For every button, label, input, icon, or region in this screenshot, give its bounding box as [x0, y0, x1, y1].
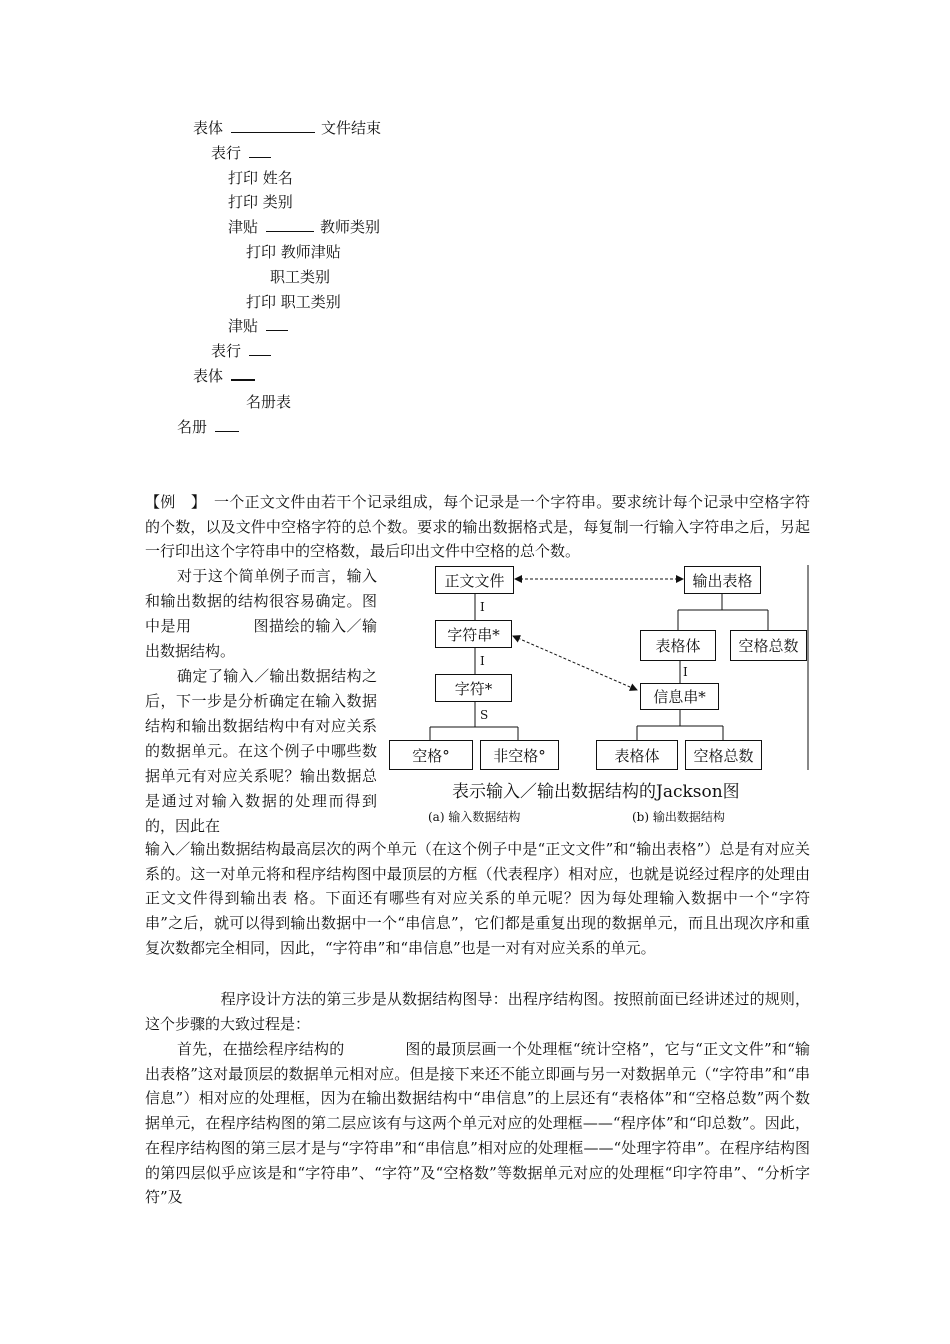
relation-I-out: I [683, 665, 688, 679]
code-condition: 文件结束 [321, 119, 382, 137]
example-intro: 【例 】 一个正文文件由若干个记录组成，每个记录是一个字符串。要求统计每个记录中空格字符的个数，以及文件中空格字符的总个数。要求的输出数据格式是，每复制一行输入字符串之后，另起一行印出这个字符串中的空格数，最后印出文件中空格的总个数。 [145, 493, 810, 561]
code-statement: 打印 类别 [228, 193, 293, 211]
code-keyword: 表行 [211, 342, 242, 360]
code-statement: 打印 教师津贴 [246, 243, 341, 261]
code-statement: 打印 职工类别 [246, 293, 341, 311]
left-column-paragraph-1: 对于这个简单例子而言，输入和输出数据的结构很容易确定。图中是用 图描绘的输入／输出数据结构。 [145, 567, 377, 660]
figure-caption: 表示输入／输出数据结构的Jackson图 [452, 782, 740, 802]
code-keyword: 表体 [193, 119, 224, 137]
box-table-body: 表格体 [640, 630, 716, 661]
code-keyword: 名册 [177, 418, 208, 436]
relation-I-1: I [480, 600, 485, 614]
continuation-paragraph: 输入／输出数据结构最高层次的两个单元（在这个例子中是“正文文件”和“输出表格”）总是有对应关系的。这一对单元将和程序结构图中最顶层的方框（代表程序）相对应，也就是说经过程序的处理由正文文件得到输出表 格。下面还有哪些有对应关系的单元呢？因为每处理输入数据中一个“字符串”之后，就可以得到输出数据中一个“串信息”，它们都是重复出现的数据单元，而且出现次序和重复次数都完全相同，因此，“字符串”和“串信息”也是一对有对应关系的单元。 [145, 840, 810, 957]
box-info-string: 信息串* [640, 683, 719, 710]
code-keyword: 表体 [193, 367, 224, 385]
box-nonspace: 非空格° [480, 740, 559, 770]
box-space-count: 空格总数 [685, 740, 762, 770]
figure-subcaption-a: (a) 输入数据结构 [428, 810, 521, 824]
code-statement: 打印 姓名 [228, 169, 293, 187]
box-output-table: 输出表格 [684, 566, 761, 594]
box-space: 空格° [389, 740, 473, 770]
box-char: 字符* [435, 674, 512, 702]
code-keyword: 津贴 [228, 218, 259, 236]
step3-paragraph: 程序设计方法的第三步是从数据结构图导：出程序结构图。按照前面已经讲述过的规则，这个步骤的大致过程是： [145, 990, 810, 1033]
left-column-paragraph-2: 确定了输入／输出数据结构之后，下一步是分析确定在输入数据结构和输出数据结构中有对应关系的数据单元。在这个例子中哪些数据单元有对应关系呢？输出数据总是通过对输入数据的处理而得到的，因此在 [145, 667, 377, 835]
code-statement: 名册表 [246, 393, 292, 411]
box-string: 字符串* [435, 620, 512, 648]
relation-S: S [480, 708, 489, 722]
relation-I-2: I [480, 654, 485, 668]
code-condition: 教师类别 [320, 218, 381, 236]
code-condition: 职工类别 [270, 268, 331, 286]
code-keyword: 津贴 [228, 317, 259, 335]
figure-subcaption-b: (b) 输出数据结构 [632, 810, 725, 824]
box-space-total: 空格总数 [730, 630, 807, 661]
box-text-file: 正文文件 [435, 566, 514, 594]
box-table-body-2: 表格体 [596, 740, 678, 770]
code-keyword: 表行 [211, 144, 242, 162]
first-step-paragraph: 首先，在描绘程序结构的 图的最顶层画一个处理框“统计空格”，它与“正文文件”和“输出表格”这对最顶层的数据单元相对应。但是接下来还不能立即画与另一对数据单元（“字符串”和“串信息”）相对应的处理框，因为在输出数据结构中“串信息”的上层还有“表格体”和“空格总数”两个数据单元，在程序结构图的第二层应该有与这两个单元对应的处理框——“程序体”和“印总数”。因此，在程序结构图的第三层才是与“字符串”和“串信息”相对应的处理框——“处理字符串”。在程序结构图的第四层似乎应该是和“字符串”、“字符”及“空格数”等数据单元对应的处理框“印字符串”、“分析字符”及 [145, 1040, 810, 1207]
